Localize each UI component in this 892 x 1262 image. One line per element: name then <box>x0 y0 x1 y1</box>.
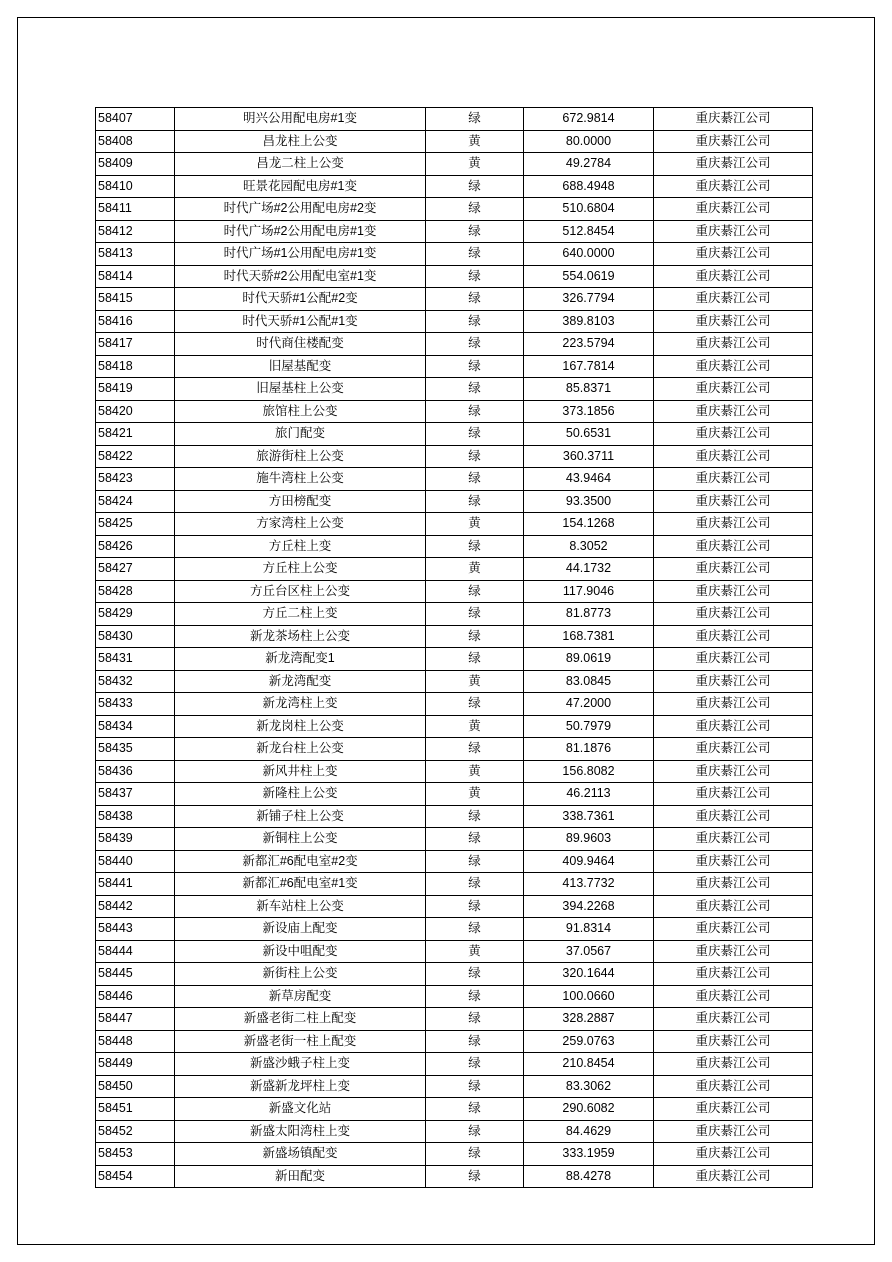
cell-value: 413.7732 <box>524 873 654 896</box>
cell-value: 320.1644 <box>524 963 654 986</box>
cell-color: 绿 <box>426 625 524 648</box>
table-row <box>96 693 813 716</box>
cell-id: 58414 <box>96 265 175 288</box>
table-body <box>96 108 813 1188</box>
cell-company: 重庆綦江公司 <box>654 423 813 446</box>
cell-company: 重庆綦江公司 <box>654 805 813 828</box>
cell-value: 333.1959 <box>524 1143 654 1166</box>
cell-company: 重庆綦江公司 <box>654 580 813 603</box>
cell-company: 重庆綦江公司 <box>654 355 813 378</box>
cell-value: 83.3062 <box>524 1075 654 1098</box>
cell-id: 58413 <box>96 243 175 266</box>
cell-company: 重庆綦江公司 <box>654 895 813 918</box>
table-row <box>96 985 813 1008</box>
table-row <box>96 828 813 851</box>
cell-id: 58432 <box>96 670 175 693</box>
cell-value: 688.4948 <box>524 175 654 198</box>
cell-company: 重庆綦江公司 <box>654 265 813 288</box>
cell-color: 黄 <box>426 715 524 738</box>
cell-name: 新隆柱上公变 <box>175 783 426 806</box>
cell-color: 绿 <box>426 1165 524 1188</box>
cell-value: 223.5794 <box>524 333 654 356</box>
table-row <box>96 108 813 131</box>
cell-color: 绿 <box>426 310 524 333</box>
cell-name: 时代广场#2公用配电房#2变 <box>175 198 426 221</box>
table-row <box>96 805 813 828</box>
cell-value: 210.8454 <box>524 1053 654 1076</box>
cell-company: 重庆綦江公司 <box>654 468 813 491</box>
cell-name: 方田榜配变 <box>175 490 426 513</box>
cell-company: 重庆綦江公司 <box>654 648 813 671</box>
cell-color: 绿 <box>426 603 524 626</box>
table-row <box>96 1165 813 1188</box>
cell-color: 绿 <box>426 918 524 941</box>
cell-id: 58418 <box>96 355 175 378</box>
cell-value: 360.3711 <box>524 445 654 468</box>
cell-name: 明兴公用配电房#1变 <box>175 108 426 131</box>
cell-name: 新田配变 <box>175 1165 426 1188</box>
cell-value: 37.0567 <box>524 940 654 963</box>
cell-color: 黄 <box>426 670 524 693</box>
table-row <box>96 895 813 918</box>
cell-value: 83.0845 <box>524 670 654 693</box>
table-row <box>96 130 813 153</box>
cell-value: 168.7381 <box>524 625 654 648</box>
cell-name: 新都汇#6配电室#2变 <box>175 850 426 873</box>
cell-color: 绿 <box>426 175 524 198</box>
cell-color: 绿 <box>426 423 524 446</box>
cell-name: 新草房配变 <box>175 985 426 1008</box>
cell-company: 重庆綦江公司 <box>654 220 813 243</box>
cell-id: 58427 <box>96 558 175 581</box>
cell-value: 93.3500 <box>524 490 654 513</box>
cell-id: 58440 <box>96 850 175 873</box>
cell-id: 58453 <box>96 1143 175 1166</box>
table-row <box>96 355 813 378</box>
cell-color: 黄 <box>426 760 524 783</box>
cell-color: 绿 <box>426 895 524 918</box>
table-row <box>96 513 813 536</box>
cell-id: 58447 <box>96 1008 175 1031</box>
cell-id: 58442 <box>96 895 175 918</box>
cell-id: 58411 <box>96 198 175 221</box>
cell-name: 新盛太阳湾柱上变 <box>175 1120 426 1143</box>
cell-id: 58428 <box>96 580 175 603</box>
cell-company: 重庆綦江公司 <box>654 828 813 851</box>
table-row <box>96 175 813 198</box>
table-row <box>96 445 813 468</box>
cell-name: 新龙台柱上公变 <box>175 738 426 761</box>
cell-name: 旧屋基配变 <box>175 355 426 378</box>
cell-company: 重庆綦江公司 <box>654 130 813 153</box>
cell-id: 58441 <box>96 873 175 896</box>
cell-name: 方丘柱上变 <box>175 535 426 558</box>
cell-id: 58445 <box>96 963 175 986</box>
cell-company: 重庆綦江公司 <box>654 175 813 198</box>
cell-name: 新街柱上公变 <box>175 963 426 986</box>
cell-color: 绿 <box>426 738 524 761</box>
cell-name: 时代天骄#1公配#2变 <box>175 288 426 311</box>
cell-company: 重庆綦江公司 <box>654 333 813 356</box>
cell-color: 绿 <box>426 873 524 896</box>
cell-company: 重庆綦江公司 <box>654 400 813 423</box>
cell-company: 重庆綦江公司 <box>654 603 813 626</box>
cell-value: 338.7361 <box>524 805 654 828</box>
cell-company: 重庆綦江公司 <box>654 535 813 558</box>
cell-name: 新龙岗柱上公变 <box>175 715 426 738</box>
transformer-load-table <box>95 107 813 1188</box>
cell-id: 58426 <box>96 535 175 558</box>
cell-name: 旅馆柱上公变 <box>175 400 426 423</box>
cell-color: 绿 <box>426 963 524 986</box>
cell-value: 640.0000 <box>524 243 654 266</box>
cell-name: 新设庙上配变 <box>175 918 426 941</box>
cell-value: 89.0619 <box>524 648 654 671</box>
table-row <box>96 310 813 333</box>
table-row <box>96 1030 813 1053</box>
table-row <box>96 288 813 311</box>
cell-id: 58439 <box>96 828 175 851</box>
cell-company: 重庆綦江公司 <box>654 153 813 176</box>
cell-value: 394.2268 <box>524 895 654 918</box>
cell-name: 旅游街柱上公变 <box>175 445 426 468</box>
cell-name: 时代广场#1公用配电房#1变 <box>175 243 426 266</box>
cell-value: 44.1732 <box>524 558 654 581</box>
cell-name: 新盛场镇配变 <box>175 1143 426 1166</box>
table-row <box>96 940 813 963</box>
cell-company: 重庆綦江公司 <box>654 1030 813 1053</box>
cell-name: 方丘二柱上变 <box>175 603 426 626</box>
cell-id: 58430 <box>96 625 175 648</box>
cell-color: 绿 <box>426 333 524 356</box>
cell-id: 58449 <box>96 1053 175 1076</box>
cell-color: 绿 <box>426 445 524 468</box>
cell-company: 重庆綦江公司 <box>654 1120 813 1143</box>
cell-name: 新盛老街一柱上配变 <box>175 1030 426 1053</box>
cell-value: 88.4278 <box>524 1165 654 1188</box>
cell-value: 47.2000 <box>524 693 654 716</box>
table-row <box>96 850 813 873</box>
cell-name: 新龙湾柱上变 <box>175 693 426 716</box>
cell-id: 58422 <box>96 445 175 468</box>
cell-id: 58408 <box>96 130 175 153</box>
cell-id: 58417 <box>96 333 175 356</box>
cell-id: 58407 <box>96 108 175 131</box>
cell-value: 328.2887 <box>524 1008 654 1031</box>
cell-id: 58424 <box>96 490 175 513</box>
cell-company: 重庆綦江公司 <box>654 108 813 131</box>
cell-id: 58429 <box>96 603 175 626</box>
cell-company: 重庆綦江公司 <box>654 243 813 266</box>
cell-color: 黄 <box>426 783 524 806</box>
cell-color: 绿 <box>426 265 524 288</box>
cell-company: 重庆綦江公司 <box>654 1008 813 1031</box>
cell-id: 58421 <box>96 423 175 446</box>
cell-color: 黄 <box>426 940 524 963</box>
table-row <box>96 1120 813 1143</box>
cell-company: 重庆綦江公司 <box>654 558 813 581</box>
cell-id: 58412 <box>96 220 175 243</box>
cell-company: 重庆綦江公司 <box>654 378 813 401</box>
cell-color: 绿 <box>426 693 524 716</box>
cell-company: 重庆綦江公司 <box>654 940 813 963</box>
cell-company: 重庆綦江公司 <box>654 1053 813 1076</box>
cell-value: 156.8082 <box>524 760 654 783</box>
table-row <box>96 715 813 738</box>
cell-id: 58423 <box>96 468 175 491</box>
cell-id: 58419 <box>96 378 175 401</box>
table-row <box>96 558 813 581</box>
cell-id: 58437 <box>96 783 175 806</box>
cell-id: 58451 <box>96 1098 175 1121</box>
cell-name: 昌龙柱上公变 <box>175 130 426 153</box>
cell-company: 重庆綦江公司 <box>654 490 813 513</box>
cell-company: 重庆綦江公司 <box>654 873 813 896</box>
cell-company: 重庆綦江公司 <box>654 198 813 221</box>
table-row <box>96 400 813 423</box>
table-row <box>96 535 813 558</box>
cell-company: 重庆綦江公司 <box>654 1143 813 1166</box>
cell-company: 重庆綦江公司 <box>654 1165 813 1188</box>
cell-name: 新盛老街二柱上配变 <box>175 1008 426 1031</box>
cell-name: 新盛文化站 <box>175 1098 426 1121</box>
cell-value: 81.1876 <box>524 738 654 761</box>
cell-value: 91.8314 <box>524 918 654 941</box>
cell-company: 重庆綦江公司 <box>654 783 813 806</box>
cell-color: 绿 <box>426 198 524 221</box>
cell-name: 新龙茶场柱上公变 <box>175 625 426 648</box>
cell-id: 58450 <box>96 1075 175 1098</box>
table-row <box>96 738 813 761</box>
table-row <box>96 153 813 176</box>
table-row <box>96 1143 813 1166</box>
cell-id: 58434 <box>96 715 175 738</box>
cell-id: 58425 <box>96 513 175 536</box>
cell-value: 49.2784 <box>524 153 654 176</box>
cell-company: 重庆綦江公司 <box>654 1098 813 1121</box>
cell-color: 绿 <box>426 1008 524 1031</box>
table-row <box>96 265 813 288</box>
cell-color: 绿 <box>426 220 524 243</box>
cell-color: 绿 <box>426 535 524 558</box>
cell-value: 389.8103 <box>524 310 654 333</box>
cell-value: 81.8773 <box>524 603 654 626</box>
cell-name: 新盛新龙坪柱上变 <box>175 1075 426 1098</box>
table-row <box>96 333 813 356</box>
table-row <box>96 918 813 941</box>
table-row <box>96 468 813 491</box>
cell-name: 旅门配变 <box>175 423 426 446</box>
cell-value: 84.4629 <box>524 1120 654 1143</box>
cell-id: 58435 <box>96 738 175 761</box>
cell-value: 8.3052 <box>524 535 654 558</box>
cell-value: 672.9814 <box>524 108 654 131</box>
cell-color: 绿 <box>426 1143 524 1166</box>
data-table-container <box>95 107 787 1188</box>
cell-name: 新铺子柱上公变 <box>175 805 426 828</box>
cell-color: 黄 <box>426 153 524 176</box>
table-row <box>96 603 813 626</box>
cell-color: 黄 <box>426 513 524 536</box>
cell-color: 绿 <box>426 1053 524 1076</box>
cell-company: 重庆綦江公司 <box>654 1075 813 1098</box>
table-row <box>96 220 813 243</box>
cell-color: 绿 <box>426 828 524 851</box>
cell-id: 58416 <box>96 310 175 333</box>
cell-value: 46.2113 <box>524 783 654 806</box>
table-row <box>96 490 813 513</box>
cell-color: 绿 <box>426 1075 524 1098</box>
table-row <box>96 378 813 401</box>
cell-value: 100.0660 <box>524 985 654 1008</box>
cell-name: 方丘柱上公变 <box>175 558 426 581</box>
cell-id: 58431 <box>96 648 175 671</box>
cell-value: 510.6804 <box>524 198 654 221</box>
cell-id: 58438 <box>96 805 175 828</box>
cell-value: 259.0763 <box>524 1030 654 1053</box>
cell-company: 重庆綦江公司 <box>654 918 813 941</box>
cell-value: 43.9464 <box>524 468 654 491</box>
cell-company: 重庆綦江公司 <box>654 738 813 761</box>
cell-color: 绿 <box>426 580 524 603</box>
cell-company: 重庆綦江公司 <box>654 760 813 783</box>
table-row <box>96 243 813 266</box>
cell-value: 154.1268 <box>524 513 654 536</box>
table-row <box>96 648 813 671</box>
cell-color: 绿 <box>426 1120 524 1143</box>
cell-name: 新盛沙蛾子柱上变 <box>175 1053 426 1076</box>
table-row <box>96 963 813 986</box>
cell-color: 绿 <box>426 648 524 671</box>
cell-color: 绿 <box>426 288 524 311</box>
cell-value: 85.8371 <box>524 378 654 401</box>
cell-id: 58446 <box>96 985 175 1008</box>
cell-id: 58415 <box>96 288 175 311</box>
cell-company: 重庆綦江公司 <box>654 963 813 986</box>
cell-value: 290.6082 <box>524 1098 654 1121</box>
table-row <box>96 198 813 221</box>
cell-color: 绿 <box>426 985 524 1008</box>
cell-color: 绿 <box>426 355 524 378</box>
cell-company: 重庆綦江公司 <box>654 625 813 648</box>
cell-color: 绿 <box>426 850 524 873</box>
cell-name: 时代天骄#2公用配电室#1变 <box>175 265 426 288</box>
cell-company: 重庆綦江公司 <box>654 715 813 738</box>
cell-name: 新都汇#6配电室#1变 <box>175 873 426 896</box>
cell-company: 重庆綦江公司 <box>654 850 813 873</box>
cell-color: 绿 <box>426 468 524 491</box>
table-row <box>96 625 813 648</box>
table-row <box>96 423 813 446</box>
table-row <box>96 670 813 693</box>
cell-color: 绿 <box>426 490 524 513</box>
cell-id: 58409 <box>96 153 175 176</box>
cell-name: 时代商住楼配变 <box>175 333 426 356</box>
table-row <box>96 1075 813 1098</box>
cell-color: 绿 <box>426 1030 524 1053</box>
cell-id: 58444 <box>96 940 175 963</box>
cell-color: 绿 <box>426 805 524 828</box>
cell-company: 重庆綦江公司 <box>654 513 813 536</box>
cell-name: 旺景花园配电房#1变 <box>175 175 426 198</box>
cell-name: 新龙湾配变1 <box>175 648 426 671</box>
cell-value: 50.6531 <box>524 423 654 446</box>
cell-name: 昌龙二柱上公变 <box>175 153 426 176</box>
cell-id: 58443 <box>96 918 175 941</box>
table-row <box>96 873 813 896</box>
table-row <box>96 1008 813 1031</box>
cell-name: 旧屋基柱上公变 <box>175 378 426 401</box>
cell-value: 50.7979 <box>524 715 654 738</box>
cell-color: 绿 <box>426 108 524 131</box>
table-row <box>96 1098 813 1121</box>
cell-value: 89.9603 <box>524 828 654 851</box>
cell-company: 重庆綦江公司 <box>654 288 813 311</box>
cell-id: 58452 <box>96 1120 175 1143</box>
cell-name: 新设中咀配变 <box>175 940 426 963</box>
cell-company: 重庆綦江公司 <box>654 985 813 1008</box>
cell-id: 58420 <box>96 400 175 423</box>
cell-id: 58454 <box>96 1165 175 1188</box>
cell-name: 新铜柱上公变 <box>175 828 426 851</box>
cell-value: 512.8454 <box>524 220 654 243</box>
cell-id: 58433 <box>96 693 175 716</box>
cell-color: 绿 <box>426 243 524 266</box>
table-row <box>96 783 813 806</box>
cell-color: 绿 <box>426 400 524 423</box>
cell-color: 绿 <box>426 378 524 401</box>
cell-id: 58410 <box>96 175 175 198</box>
cell-name: 方丘台区柱上公变 <box>175 580 426 603</box>
cell-name: 新风井柱上变 <box>175 760 426 783</box>
table-row <box>96 1053 813 1076</box>
cell-value: 117.9046 <box>524 580 654 603</box>
cell-value: 80.0000 <box>524 130 654 153</box>
cell-id: 58436 <box>96 760 175 783</box>
cell-value: 373.1856 <box>524 400 654 423</box>
cell-name: 新龙湾配变 <box>175 670 426 693</box>
cell-name: 时代广场#2公用配电房#1变 <box>175 220 426 243</box>
table-row <box>96 580 813 603</box>
table-row <box>96 760 813 783</box>
cell-company: 重庆綦江公司 <box>654 445 813 468</box>
cell-company: 重庆綦江公司 <box>654 693 813 716</box>
cell-color: 黄 <box>426 130 524 153</box>
cell-name: 方家湾柱上公变 <box>175 513 426 536</box>
cell-value: 326.7794 <box>524 288 654 311</box>
cell-value: 167.7814 <box>524 355 654 378</box>
cell-company: 重庆綦江公司 <box>654 670 813 693</box>
cell-color: 绿 <box>426 1098 524 1121</box>
cell-id: 58448 <box>96 1030 175 1053</box>
cell-value: 409.9464 <box>524 850 654 873</box>
cell-value: 554.0619 <box>524 265 654 288</box>
cell-name: 时代天骄#1公配#1变 <box>175 310 426 333</box>
cell-name: 新车站柱上公变 <box>175 895 426 918</box>
cell-company: 重庆綦江公司 <box>654 310 813 333</box>
cell-name: 施牛湾柱上公变 <box>175 468 426 491</box>
cell-color: 黄 <box>426 558 524 581</box>
